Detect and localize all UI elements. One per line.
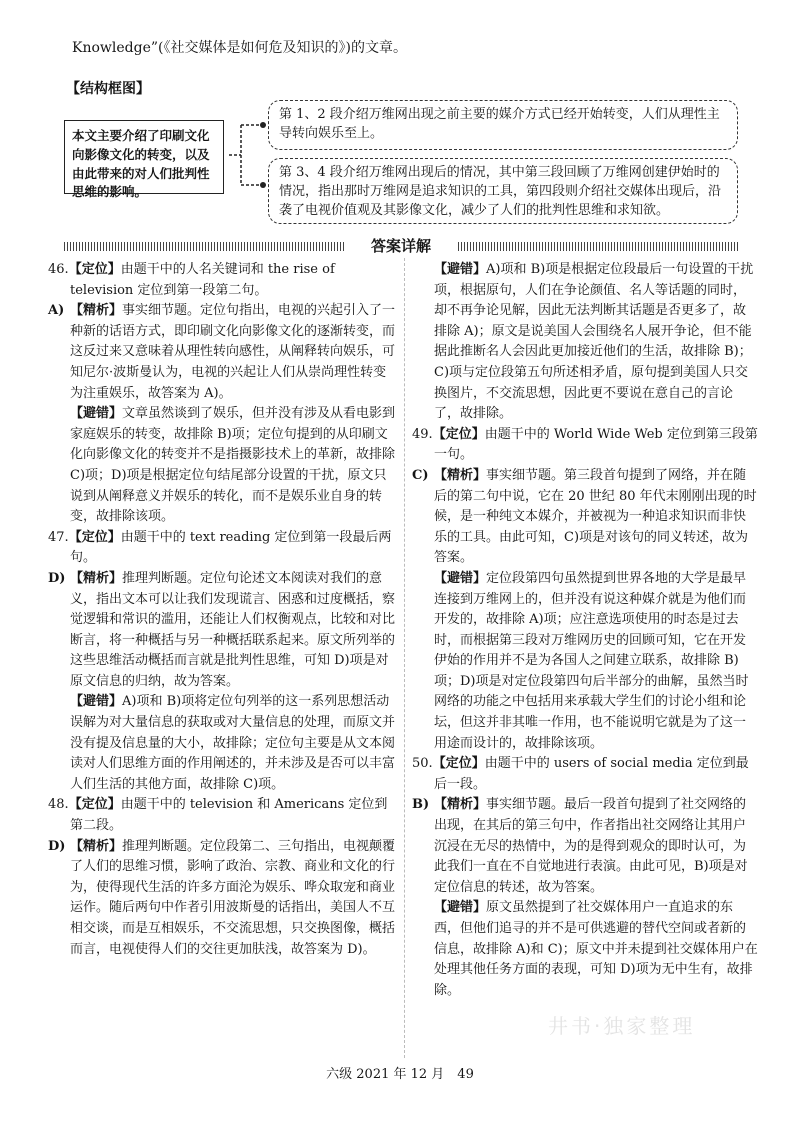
answer-letter: C) <box>412 467 429 483</box>
section-tag: 【定位】 <box>432 756 485 772</box>
body-text: 事实细节题。第三段首句提到了网络，并在随后的第二句中说，它在 20 世纪 80 年代末刚刚出现的时候，是一种纯文本媒介，并被视为一种追求知识而非快乐的工具。由此可知，C)项是对该句的同义转述，故为答案。 <box>434 467 757 566</box>
explanation-paragraph <box>48 692 396 795</box>
question-number: 46. <box>48 262 69 277</box>
explanation-paragraph <box>412 795 758 898</box>
body-text: 由题干中的 World Wide Web 定位到第三段第一句。 <box>434 426 758 463</box>
explanation-paragraph <box>48 837 396 961</box>
answer-section-title: 答案详解 <box>365 235 437 256</box>
answer-letter: B) <box>412 797 430 813</box>
question-number: 49. <box>412 426 433 442</box>
section-tag: 【精析】 <box>70 570 123 586</box>
explanation-paragraph <box>48 569 396 693</box>
body-text: A)项和 B)项将定位句列举的这一系列思想活动误解为对大量信息的获取或对大量信息的处理，而原文并没有提及信息量的大小，故排除；定位句主要是从文本阅读对人们思维方面的作用阐述的，并未涉及是否可以丰富人们生活的其他方面，故排除 C)项。 <box>70 694 396 792</box>
body-text: 文章虽然谈到了娱乐，但并没有涉及从看电影到家庭娱乐的转变，故排除 B)项；定位句提到的从印刷文化向影像文化的转变并不是指摄影技术上的革新，故排除 C)项；D)项是根据定位句结尾部分设置的干扰，原文只说到从阐释意义并娱乐的转化，而不是娱乐业自身的转变，故排除该项。 <box>70 406 396 525</box>
question-number: 47. <box>48 529 69 545</box>
column-divider <box>404 258 406 1058</box>
question-locate-line <box>48 260 396 301</box>
structure-connector <box>229 115 269 195</box>
body-text: 事实细节题。最后一段首句提到了社交网络的出现，在其后的第三句中，作者指出社交网络让其用户沉浸在无尽的热情中，为的是得到观众的即时认可，为此我们一直在不自觉地进行表演。由此可见，B)项是对定位信息的转述，故为答案。 <box>434 797 748 895</box>
body-text: 推理判断题。定位段第二、三句指出，电视颠覆了人们的思维习惯，影响了政治、宗教、商业和文化的行为，使得现代生活的许多方面沦为娱乐、哗众取宠和商业运作。随后两句中作者引用波斯曼的话指出，美国人不互相交谈，而是互相娱乐，不交流思想，只交换图像，概括而言，电视使得人们的交往更加肤浅，故答案为 D)。 <box>70 838 396 957</box>
section-tag: 【精析】 <box>70 303 123 319</box>
section-tag: 【避错】 <box>434 900 487 916</box>
section-tag: 【定位】 <box>68 529 121 545</box>
section-tag: 【避错】 <box>70 406 123 422</box>
explanation-paragraph <box>412 260 758 425</box>
answer-section-bar <box>64 236 738 256</box>
body-text: A)项和 B)项是根据定位段最后一句设置的干扰项，根据原句，人们在争论颜值、名人等话题的同时，却不再争论见解，因此无法判断其话题是否更多了，故排除 A)；原文是说美国人会围绕名人展开争论，但不能据此推断名人会因此更加接近他们的生活，故排除 B)；C)项与定位段第五句所述相矛盾，原句提到美国人只交换图片，不交流思想，因此更不要说在意自己的言论了，故排除。 <box>434 262 754 422</box>
question-locate-line <box>48 795 396 836</box>
body-text: 由题干中的 television 和 Americans 定位到第二段。 <box>70 797 388 834</box>
section-tag: 【精析】 <box>434 467 487 483</box>
structure-branch-2: 第 3、4 段介绍万维网出现后的情况，其中第三段回顾了万维网创建伊始时的情况，指出那时万维网是追求知识的工具，第四段则介绍社交媒体出现后，沿袭了电视价值观及其影像文化，减少了人们的批判性思维和求知欲。 <box>268 158 738 224</box>
answer-letter: D) <box>48 838 66 854</box>
body-text: 由题干中的 text reading 定位到第一段最后两句。 <box>70 529 392 566</box>
body-text: 定位段第四句虽然提到世界各地的大学是最早连接到万维网上的，但并没有说这种媒介就是为他们而开发的，故排除 A)项；应注意选项使用的时态是过去时，而根据第三段对万维网历史的回顾可知，它在开发伊始的作用并不是为各国人之间建立联系，故排除 B)项；D)项是对定位段第四句后半部分的曲解，虽然当时网络的功能之中包括用来承载大学生们的讨论小组和论坛，但这并非其唯一作用，也不能说明它就是为了这一用途而设计的，故排除该项。 <box>434 570 749 751</box>
section-tag: 【定位】 <box>432 426 485 442</box>
section-tag: 【避错】 <box>434 262 487 277</box>
section-tag: 【精析】 <box>434 797 487 813</box>
section-tag: 【定位】 <box>68 797 121 813</box>
watermark-text: 井书·独家整理 <box>548 1014 696 1038</box>
question-locate-line <box>412 425 758 466</box>
answer-letter: A) <box>48 303 65 319</box>
explanation-paragraph <box>412 466 758 569</box>
question-number: 48. <box>48 797 69 813</box>
question-locate-line <box>412 754 758 795</box>
explanation-paragraph <box>48 301 396 404</box>
structure-branch-1: 第 1、2 段介绍万维网出现之前主要的媒介方式已经开始转变，人们从理性主导转向娱乐至上。 <box>268 100 738 150</box>
explanation-paragraph <box>412 569 758 754</box>
body-text: 事实细节题。定位句指出，电视的兴起引入了一种新的话语方式，即印刷文化向影像文化的逐渐转变，而这反过来又意味着从理性转向感性，从阐释转向娱乐，可知尼尔·波斯曼认为，电视的兴起让人们从崇尚理性转变为注重娱乐，故答案为 A)。 <box>70 303 396 401</box>
section-tag: 【精析】 <box>70 838 123 854</box>
body-text: 由题干中的 users of social media 定位到最后一段。 <box>434 756 749 792</box>
body-text: 原文虽然提到了社交媒体用户一直追求的东西，但他们追寻的并不是可供逃避的替代空间或者新的信息，故排除 A)和 C)；原文中并未提到社交媒体用户在处理其他任务方面的表现，可知 D)项为无中生有，故排除。 <box>434 900 758 998</box>
right-column <box>412 260 758 1001</box>
section-tag: 【避错】 <box>434 570 487 586</box>
page-footer: 六级 2021 年 12 月 49 <box>326 1067 474 1082</box>
body-text: 推理判断题。定位句论述文本阅读对我们的意义，指出文本可以让我们发现谎言、困惑和过度概括，察觉逻辑和常识的滥用，还能让人们权衡观点，比较和对比断言，将一种概括与另一种概括联系起来。原文所列举的这些思维活动概括而言就是批判性思维，可知 D)项是对原文信息的归纳，故为答案。 <box>70 570 396 689</box>
explanation-paragraph <box>412 898 758 1001</box>
explanation-paragraph <box>48 404 396 528</box>
stripe-left <box>64 242 344 251</box>
left-column <box>48 260 396 960</box>
answer-letter: D) <box>48 570 66 586</box>
continued-text-line: Knowledge”(《社交媒体是如何危及知识的》)的文章。 <box>72 40 407 56</box>
question-locate-line <box>48 528 396 569</box>
structure-main-box: 本文主要介绍了印刷文化向影像文化的转变，以及由此带来的对人们批判性思维的影响。 <box>64 120 224 194</box>
stripe-right <box>458 242 738 251</box>
structure-heading: 【结构框图】 <box>66 81 150 97</box>
section-tag: 【定位】 <box>68 262 121 277</box>
body-text: 由题干中的人名关键词和 the rise of television 定位到第一段第二句。 <box>70 262 335 298</box>
question-number: 50. <box>412 756 433 772</box>
section-tag: 【避错】 <box>70 694 123 710</box>
